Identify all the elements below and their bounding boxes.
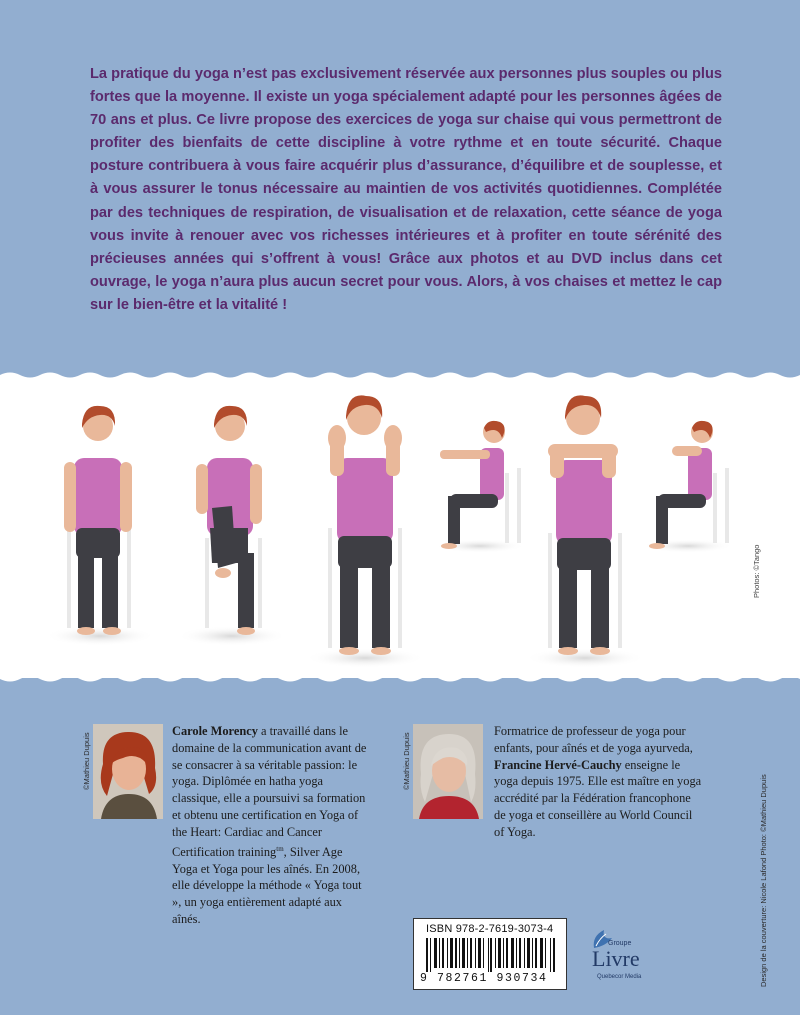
author1-bio-end: , Silver Age Yoga et Yoga pour les aînés. En 2008, elle développe la méthode « Yoga tout », un yoga entièrement adapté aux aînés. [172,844,362,926]
author2-bio [494,723,704,841]
photos-credit: Photos: ©Tango [752,544,761,598]
pose-1-seated [45,406,155,646]
intro-paragraph: La pratique du yoga n’est pas exclusivement réservée aux personnes plus souples ou plus fortes que la moyenne. Il existe un yoga spécialement adapté pour les personnes âgées de 70 ans et plus. Ce livre propose des exercices de yoga sur chaise qui vous permettront de profiter des bienfaits de cette discipline à votre rythme et en toute sécurité. Chaque posture contribuera à vous faire acquérir plus d’assurance, d’équilibre et de souplesse, et à vous assurer le tonus nécessaire au maintien de vos activités quotidiennes. Complétée par des techniques de respiration, de visualisation et de relaxation, cette séance de yoga vous invite à renouer avec vos richesses intérieures et à profiter en toute sérénité des précieuses années qui s’offrent à vous! Grâce aux photos et au DVD inclus dans cet ouvrage, le yoga n’aura plus aucun secret pour vous. Alors, à vos chaises et mettez le cap sur le bien-être et la vitalité ! [90,66,722,313]
publisher-sub: Quebecor Media [597,974,642,980]
author1-tm: tm [276,844,284,853]
design-credit: Design de la couverture: Nicole Lafond Photo: ©Mathieu Dupuis [759,774,768,987]
pose-3-palms-forward [305,395,425,668]
yoga-poses-illustration [0,378,800,678]
pose-5-arms-crossed [525,395,645,668]
pose-2-knee-lift [177,406,287,646]
barcode-icon [426,938,556,972]
publisher-logo [582,928,652,990]
publisher-groupe: Groupe [608,940,632,947]
author1-photo-credit: ©Mathieu Dupuis [82,732,91,790]
pose-6-side-arms-crossed [643,421,733,553]
author2-bio-start: Formatrice de professeur de yoga pour enfants, pour aînés et de yoga ayurveda, [494,724,693,755]
author1-bio-text: a travaillé dans le domaine de la communication avant de se consacrer à sa véritable passion: le yoga. Diplômée en hatha yoga classique, elle a poursuivi sa formation et obtenu une certification en Yoga of the Heart: Cardiac and Cancer Certification training [172,724,367,859]
author2-bio-end: enseigne le yoga depuis 1975. Elle est maître en yoga accrédité par la Fédération francophone de yoga et conseillère au World Council of Yoga. [494,757,702,839]
author1-portrait [93,724,163,819]
author2-photo-credit: ©Mathieu Dupuis [402,732,411,790]
author1-name: Carole Morency [172,724,258,738]
isbn-number: ISBN 978-2-7619-3073-4 [426,923,554,935]
photo-band [0,378,800,678]
author2-name: Francine Hervé-Cauchy [494,757,622,772]
barcode-box [413,918,567,990]
publisher-livre: Livre [592,946,640,971]
author2-portrait [413,724,483,819]
barcode-digits: 9 782761 930734 [420,972,548,985]
author1-bio [172,723,370,928]
wave-divider-bottom [0,676,800,684]
wave-divider-top [0,370,800,378]
pose-4-side-arms-forward [435,421,525,553]
